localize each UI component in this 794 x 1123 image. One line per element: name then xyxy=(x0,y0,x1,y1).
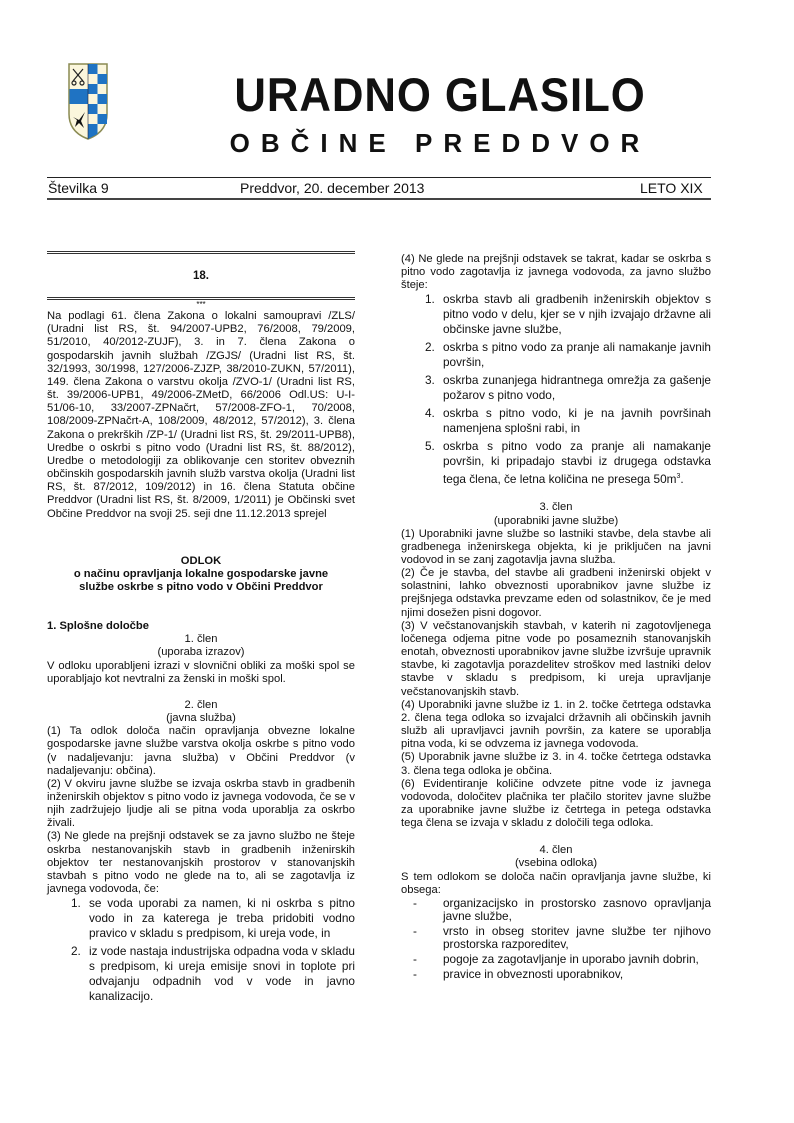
bullet-list xyxy=(401,897,711,981)
article-paragraph: (5) Uporabnik javne službe iz 3. in 4. točke četrtega odstavka 3. člena tega odloka je občina. xyxy=(401,751,711,777)
numbered-list xyxy=(401,292,711,487)
article-paragraph: (1) Ta odlok določa način opravljanja obvezne lokalne gospodarske javne službe varstva okolja oskrbe s pitno vodo (v nadaljevanju: javna služba) v Občini Preddvor (v nadaljevanju: občina). xyxy=(47,725,355,777)
article-paragraph: V odloku uporabljeni izrazi v slovnični obliki za moški spol se uporabljajo kot nevtralni za ženski in moški spol. xyxy=(47,659,355,685)
list-dash: - xyxy=(413,951,417,966)
article-paragraph: (6) Evidentiranje količine odvzete pitne vode iz javnega vodovoda, določitev plačnika ter plačilo storitev javne službe za uporabnike javne službe iz četrtega in petega odstavka tega člena se izvaja v skladu z določili tega odloka. xyxy=(401,777,711,830)
list-item-text: oskrba stavb ali gradbenih inženirskih objektov s pitno vodo v delu, kjer se v njih izvajajo državne ali občinske javne službe, xyxy=(443,292,711,337)
list-item-text: oskrba s pitno vodo, ki je na javnih površinah namenjena splošni rabi, in xyxy=(443,406,711,436)
header-rule-bottom xyxy=(47,198,711,200)
list-item xyxy=(401,897,711,923)
list-item-text: pravice in obveznosti uporabnikov, xyxy=(443,966,624,981)
list-item xyxy=(401,340,711,370)
article-title: 4. člen xyxy=(539,844,573,857)
article-title: 3. člen xyxy=(539,501,573,514)
list-number: 2. xyxy=(425,340,435,355)
article-subtitle: (vsebina odloka) xyxy=(514,857,598,870)
separator-stars: *** xyxy=(196,300,206,310)
list-number: 1. xyxy=(71,896,81,911)
article-paragraph: (4) Uporabniki javne službe iz 1. in 2. točke četrtega odstavka 2. člena tega odloka so izvajalci državnih ali občinskih javnih služb ali upravljavci javnih površin, za katere se uporablja pitna voda, ki se odvzema iz javnega vodovoda. xyxy=(401,698,711,751)
list-item xyxy=(47,896,355,941)
publication-subtitle: OBČINE PREDDVOR xyxy=(229,128,651,158)
list-dash: - xyxy=(413,923,417,938)
publication-title: URADNO GLASILO xyxy=(234,68,646,121)
article-paragraph: (2) V okviru javne službe se izvaja oskrba stavb in gradbenih inženirskih objektov s pitno vodo iz javnega vodovoda, če se v njih zadržujejo ljudje ali se pitna voda uporablja za oskrbo živali. xyxy=(47,777,355,830)
article-paragraph: (2) Če je stavba, del stavbe ali gradbeni inženirski objekt v solastnini, lahko obveznosti uporabnikov javne službe iz prejšnjega odstavka prevzame eden od solastnikov, če je med njimi dosežen pisni dogovor. xyxy=(401,567,711,619)
right-column xyxy=(401,253,711,983)
list-item-text: oskrba zunanjega hidrantnega omrežja za gašenje požarov s pitno vodo, xyxy=(443,373,711,403)
list-number: 4. xyxy=(425,406,435,421)
list-number: 2. xyxy=(71,944,81,959)
list-item xyxy=(401,292,711,337)
article-paragraph: (4) Ne glede na prejšnji odstavek se takrat, kadar se oskrba s pitno vodo zagotavlja iz javnega vodovoda, za javno službo šteje: xyxy=(401,253,711,292)
list-item xyxy=(401,373,711,403)
numbered-list xyxy=(47,896,355,1004)
list-number: 1. xyxy=(425,292,435,307)
list-item-text: vrsto in obseg storitev javne službe ter njihovo prostorska razporeditev, xyxy=(443,923,711,951)
list-item xyxy=(401,953,711,966)
list-item-text: se voda uporabi za namen, ki ni oskrba s pitno vodo in za katerega je treba pridobiti vodno pravico v skladu s predpisom, ki ureja vode, in xyxy=(89,896,355,941)
list-item-text: oskrba s pitno vodo za pranje ali namakanje površin, ki pripadajo stavbi iz drugega odstavka tega člena, če letna količina ne presega 50m xyxy=(443,439,711,487)
list-item xyxy=(401,968,711,981)
issue-place-date: Preddvor, 20. december 2013 xyxy=(240,180,425,196)
act-number: 18. xyxy=(193,270,209,282)
issue-year: LETO XIX xyxy=(640,180,703,196)
article-subtitle: (uporaba izrazov) xyxy=(157,646,245,659)
list-item xyxy=(401,925,711,951)
list-item-text: organizacijsko in prostorsko zasnovo opravljanja javne službe, xyxy=(443,895,711,923)
odlok-title: ODLOK xyxy=(180,554,222,567)
article-paragraph: (3) V večstanovanjskih stavbah, v katerih ni zagotovljenega ločenega odjema pitne vode po posameznih stanovanjskih enotah, obveznosti uporabnikov javne službe izvršuje upravnik stavbe, ki zagotavlja porazdelitev stroškov med lastniki delov stavbe v skladu s predpisom, ki ureja upravljanje večstanovanjskih stavb. xyxy=(401,619,711,698)
list-item-text: pogoje za zagotavljanje in uporabo javnih dobrin, xyxy=(443,951,699,966)
header-rule-top xyxy=(47,177,711,178)
list-item-text: iz vode nastaja industrijska odpadna voda v skladu s predpisom, ki ureja emisije snovi in toplote pri odvajanju odpadnih vod v vode in javno kanalizacijo. xyxy=(89,944,355,1004)
list-number: 5. xyxy=(425,439,435,454)
left-column xyxy=(47,251,355,1007)
list-item-text: oskrba s pitno vodo za pranje ali namakanje javnih površin, xyxy=(443,340,711,370)
article-subtitle: (uporabniki javne službe) xyxy=(493,514,619,527)
list-dash: - xyxy=(413,966,417,981)
preamble: Na podlagi 61. člena Zakona o lokalni samoupravi /ZLS/ (Uradni list RS, št. 94/2007-UPB2, 76/2008, 79/2009, 51/2010, 40/2012-ZUJF), 3. in 7. člena Zakona o gospodarskih javnih službah /ZGJS/ (Uradni list RS, št. 32/1993, 30/1998, 127/2006-ZJZP, 38/2010-ZUKN, 57/2011), 149. člena Zakona o varstvu okolja /ZVO-1/ (Uradni list RS, št. 39/2006-UPB1, 49/2006-ZMetD, 66/2006 Odl.US: U-I-51/06-10, 33/2007-ZPNačrt, 57/2008-ZFO-1, 70/2008, 108/2009-ZPNačrt-A, 108/2009, 48/2012, 57/2012), 3. člena Zakona o prekrških /ZP-1/ (Uradni list RS, št. 29/2011-UPB8), Uredbe o oskrbi s pitno vodo (Uradni list RS, št. 88/2012), Uredbe o metodologiji za oblikovanje cen storitev obveznih občinskih gospodarskih javnih služb varstva okolja (Uradni list RS, št. 87/2012, 109/2012) in 16. člena Statuta občine Preddvor (Uradni list RS, št. 8/2009, 1/2011) je Občinski svet Občine Preddvor na svoji 25. seji dne 11.12.2013 sprejel xyxy=(47,310,355,520)
list-item-end: . xyxy=(680,472,684,487)
article-paragraph: (1) Uporabniki javne službe so lastniki stavbe, dela stavbe ali gradbenega inženirskega objekta, ki je priključen na javni vodovod in se zanj zagotavlja javna služba. xyxy=(401,527,711,567)
list-dash: - xyxy=(413,895,417,910)
odlok-subtitle-line1: o načinu opravljanja lokalne gospodarske javne xyxy=(73,567,329,580)
article-paragraph: S tem odlokom se določa način opravljanja javne službe, ki obsega: xyxy=(401,870,711,896)
superscript: 3 xyxy=(676,473,681,481)
list-item xyxy=(401,439,711,487)
issue-number: Številka 9 xyxy=(48,180,109,196)
list-item xyxy=(47,944,355,1004)
article-title: 2. člen xyxy=(184,698,218,711)
article-subtitle: (javna služba) xyxy=(166,712,236,725)
section-heading: 1. Splošne določbe xyxy=(47,620,149,633)
article-paragraph: (3) Ne glede na prejšnji odstavek se za javno službo ne šteje oskrba nestanovanjskih stavb in gradbenih inženirskih objektov ter nestanovanjskih prostorov v stanovanjskih stavbah s pitno vodo ne glede na to, ali se zagotavlja iz javnega vodovoda, če: xyxy=(47,830,355,896)
list-item xyxy=(401,406,711,436)
list-number: 3. xyxy=(425,373,435,388)
odlok-subtitle-line2: službe oskrbe s pitno vodo v Občini Preddvor xyxy=(79,580,323,593)
article-title: 1. člen xyxy=(184,633,218,646)
coat-of-arms-logo xyxy=(68,62,108,140)
section-divider xyxy=(47,251,355,254)
